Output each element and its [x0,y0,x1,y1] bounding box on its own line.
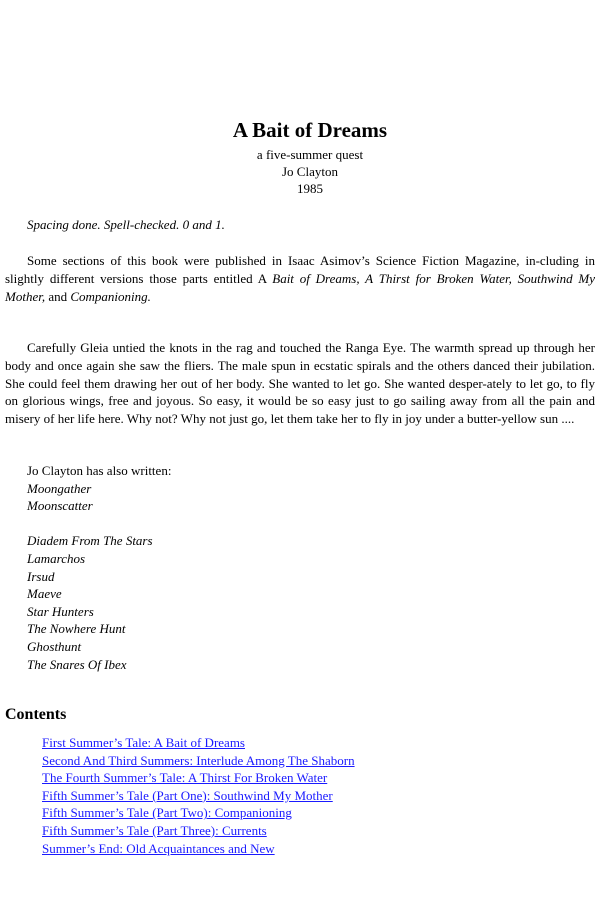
toc-link-fifth-summer-part-three[interactable]: Fifth Summer’s Tale (Part Three): Currents [42,822,267,838]
table-of-contents [42,734,355,857]
publication-last-title: Companioning. [70,288,151,304]
book-item: The Snares Of Ibex [27,656,127,672]
toc-link-fourth-summer[interactable]: The Fourth Summer’s Tale: A Thirst For Broken Water [42,770,328,786]
toc-link-summers-end[interactable]: Summer’s End: Old Acquaintances and New [42,840,275,856]
book-item: The Nowhere Hunt [27,621,126,637]
toc-item [42,822,355,840]
book-item: Lamarchos [27,550,86,566]
publication-titles: Bait of Dreams, A Thirst for Broken Water, Southwind My Mother, [5,270,595,304]
toc-item [42,840,355,858]
book-item: Moongather [27,480,92,496]
contents-heading: Contents [5,706,67,723]
also-written-list [27,462,171,673]
publication-note [5,252,595,305]
toc-item [42,787,355,805]
toc-link-fifth-summer-part-two[interactable]: Fifth Summer’s Tale (Part Two): Companioning [42,805,292,821]
publication-text: Some sections of this book were published in Isaac Asimov’s Science Fiction Magazine, in-cluding in slightly different versions those parts entitled A [5,253,595,286]
list-spacer [27,515,171,533]
book-title: A Bait of Dreams [232,118,388,142]
excerpt-paragraph: Carefully Gleia untied the knots in the rag and touched the Ranga Eye. The warmth spread up through her body and once again she saw the fliers. The male spun in ecstatic spirals and the others danced their jubilation. She could feel them drawing her out of her body. She wanted to let go. She wanted desper-ately to let go, to fly on glorious wings, free and joyous. So easy, it would be so easy just to go sailing away from all the pain and misery of her life here. Why not? Why not just go, let them take her to fly in joy under a butter-yellow sun .... [5,340,595,427]
book-author: Jo Clayton [282,164,338,179]
toc-item [42,804,355,822]
toc-item [42,769,355,787]
toc-link-second-third-summers[interactable]: Second And Third Summers: Interlude Among The Shaborn [42,752,355,768]
also-written-heading: Jo Clayton has also written: [27,463,172,478]
book-subtitle: a five-summer quest [256,147,364,162]
book-item: Maeve [27,586,62,602]
toc-link-first-summer[interactable]: First Summer’s Tale: A Bait of Dreams [42,735,245,750]
book-item: Diadem From The Stars [27,533,153,549]
book-item: Moonscatter [27,498,93,514]
book-year: 1985 [297,181,323,196]
book-item: Ghosthunt [27,638,82,654]
toc-link-fifth-summer-part-one[interactable]: Fifth Summer’s Tale (Part One): Southwind My Mother [42,787,333,803]
book-item: Star Hunters [27,603,94,619]
publication-and: and [45,288,71,304]
book-item: Irsud [27,568,55,584]
toc-item [42,734,355,752]
scan-note: Spacing done. Spell-checked. 0 and 1. [27,217,225,232]
toc-item [42,752,355,770]
